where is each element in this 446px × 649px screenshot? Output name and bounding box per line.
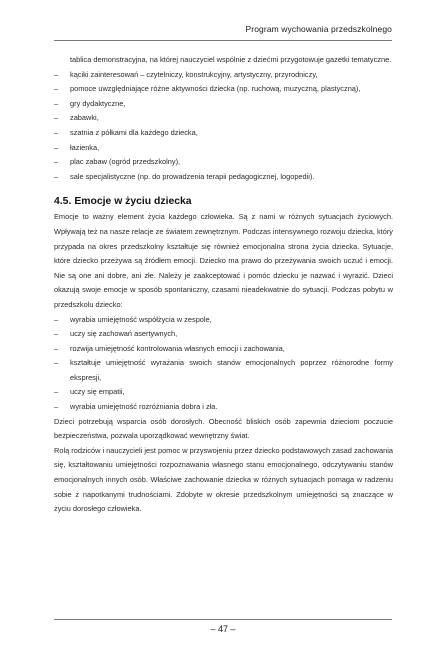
page-number: – 47 – bbox=[210, 624, 236, 634]
running-header: Program wychowania przedszkolnego bbox=[245, 24, 392, 34]
dash-bullet: – bbox=[54, 98, 59, 108]
list-item-text: rozwija umiejętność kontrolowania własnych emocji i zachowania, bbox=[70, 343, 285, 353]
list-item bbox=[54, 342, 393, 357]
section-number: 4.5. bbox=[54, 196, 72, 208]
list-item bbox=[54, 313, 393, 328]
list-item-text: łazienka, bbox=[70, 142, 100, 152]
list-item-text: kąciki zainteresowań – czytelniczy, konstrukcyjny, artystyczny, przyrodniczy, bbox=[70, 69, 318, 79]
page-body bbox=[54, 53, 393, 517]
dash-bullet: – bbox=[54, 387, 59, 397]
list-item-continuation bbox=[54, 53, 393, 68]
list-item bbox=[54, 170, 393, 185]
section-title: Emocje w życiu dziecka bbox=[74, 196, 192, 208]
list-item bbox=[54, 155, 393, 170]
support-paragraph: Dzieci potrzebują wsparcia osób dorosłych. Obecność bliskich osób zapewnia dzieciom poczucie bezpieczeństwa, pozwala uporządkować wewnętrzny świat. bbox=[54, 416, 393, 441]
dash-bullet: – bbox=[54, 358, 59, 368]
role-paragraph: Rolą rodziców i nauczycieli jest pomoc w przyswojeniu przez dziecko podstawowych zasad zachowania się, kształtowaniu umiejętności rozpoznawania własnego stanu emocjonalnego, odczytywaniu stanów emocjonalnych innych osób. Właściwe zachowanie dziecka w różnych sytuacjach pomaga w radzeniu sobie z napotkanymi trudnościami. Zdobyte w okresie przedszkolnym umiejętności są znaczące w życiu dorosłego człowieka. bbox=[54, 445, 393, 514]
dash-bullet: – bbox=[54, 171, 59, 181]
footer-rule bbox=[54, 619, 392, 620]
list-item bbox=[54, 82, 393, 97]
list-item-text: sale specjalistyczne (np. do prowadzenia terapii pedagogicznej, logopedii). bbox=[70, 171, 315, 181]
dash-bullet: – bbox=[54, 113, 59, 123]
list-item bbox=[54, 385, 393, 400]
header-rule bbox=[54, 40, 392, 41]
dash-bullet: – bbox=[54, 343, 59, 353]
list-item-text: uczy się zachowań asertywnych, bbox=[70, 329, 178, 339]
list-item bbox=[54, 68, 393, 83]
list-item bbox=[54, 141, 393, 156]
equipment-list bbox=[54, 53, 393, 184]
list-item bbox=[54, 126, 393, 141]
dash-bullet: – bbox=[54, 127, 59, 137]
dash-bullet: – bbox=[54, 157, 59, 167]
list-item-text: tablica demonstracyjna, na której nauczyciel wspólnie z dziećmi przygotowuje gazetki tematyczne. bbox=[70, 55, 392, 64]
list-item bbox=[54, 356, 393, 385]
list-item-text: gry dydaktyczne, bbox=[70, 98, 126, 108]
section-heading bbox=[54, 194, 393, 209]
list-item-text: szatnia z półkami dla każdego dziecka, bbox=[70, 127, 198, 137]
dash-bullet: – bbox=[54, 84, 59, 94]
skills-list bbox=[54, 313, 393, 415]
list-item-text: zabawki, bbox=[70, 113, 99, 123]
dash-bullet: – bbox=[54, 329, 59, 339]
dash-bullet: – bbox=[54, 314, 59, 324]
list-item-text: wyrabia umiejętność współżycia w zespole, bbox=[70, 314, 212, 324]
intro-paragraph: Emocje to ważny element życia każdego człowieka. Są z nami w różnych sytuacjach życiowych. Wpływają też na nasze relacje ze światem zewnętrznym. Podczas intensywnego rozwoju dziecka, który przypada na okres przedszkolny kształtuje się również emocjonalna strona życia dziecka. Sytuacje, które dziecko przeżywa są źródłem emocji. Dziecko ma prawo do przeżywania swoich uczuć i emocji. Nie są one ani dobre, ani złe. Należy je zaakceptować i pomóc dziecku je nazwać i wyrazić. Dzieci okazują swoje emocje w sposób spontaniczny, czasami nieadekwatnie do sytuacji. Podczas pobytu w przedszkolu dziecko: bbox=[54, 212, 393, 309]
list-item-text: uczy się empatii, bbox=[70, 387, 125, 397]
list-item-text: pomoce uwzględniające różne aktywności dziecka (np. ruchową, muzyczną, plastyczną), bbox=[70, 84, 361, 94]
list-item-text: plac zabaw (ogród przedszkolny), bbox=[70, 157, 181, 167]
dash-bullet: – bbox=[54, 142, 59, 152]
dash-bullet: – bbox=[54, 69, 59, 79]
dash-bullet: – bbox=[54, 402, 59, 412]
list-item-text: wyrabia umiejętność rozróżniania dobra i zła. bbox=[70, 402, 218, 412]
list-item bbox=[54, 111, 393, 126]
list-item bbox=[54, 97, 393, 112]
list-item bbox=[54, 400, 393, 415]
list-item bbox=[54, 327, 393, 342]
list-item-text: kształtuje umiejętność wyrażania swoich stanów emocjonalnych poprzez różnorodne formy ekspresji, bbox=[70, 358, 393, 382]
